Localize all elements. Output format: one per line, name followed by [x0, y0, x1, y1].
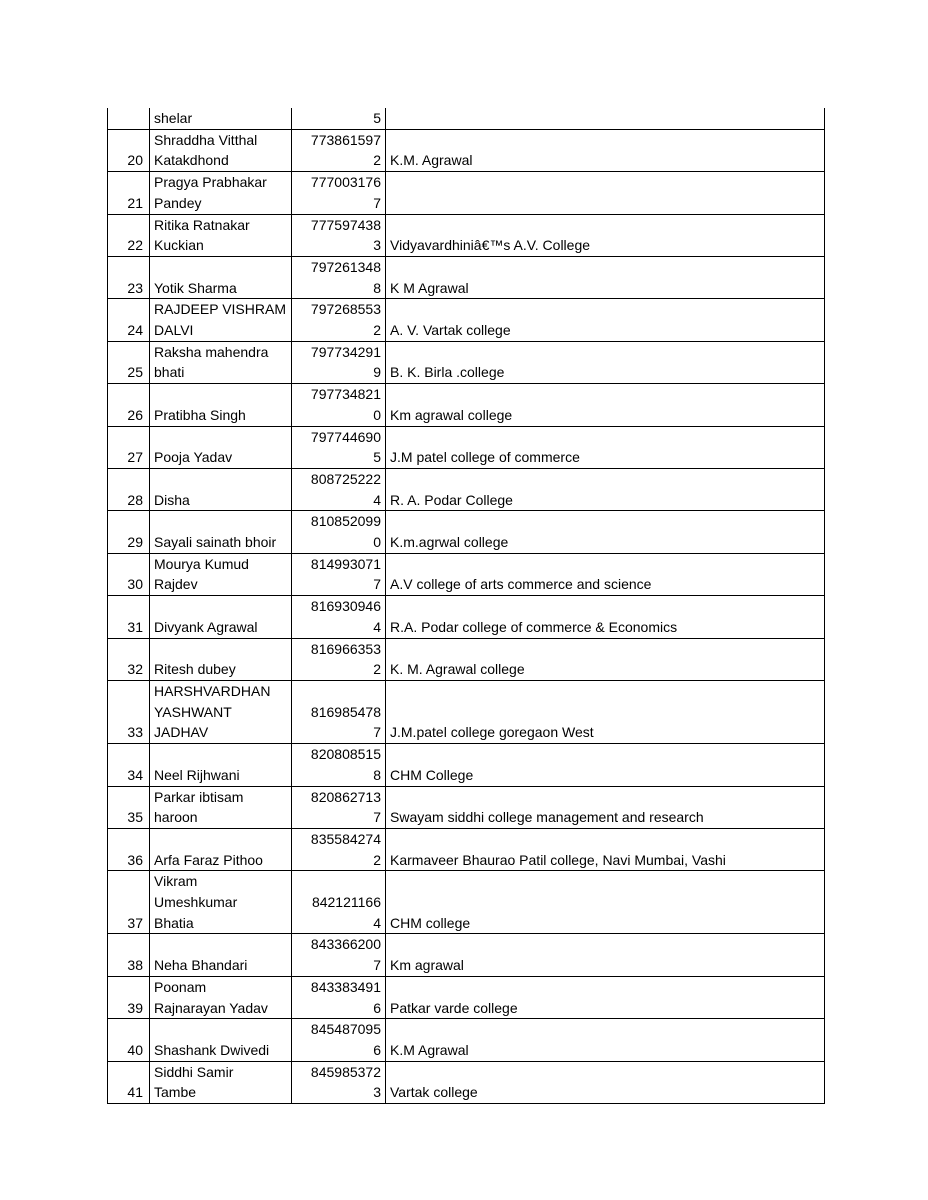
phone-line: 777003176: [310, 174, 381, 191]
college-cell: Km agrawal college: [386, 384, 825, 426]
phone-line: 2: [373, 661, 381, 678]
table-row: [108, 256, 825, 298]
phone-cell: [292, 976, 386, 1018]
name-line: Poonam: [154, 978, 207, 995]
phone-line: 4: [373, 618, 381, 635]
name-cell: [150, 256, 292, 298]
row-number-cell: 33: [108, 680, 150, 743]
phone-cell: [292, 426, 386, 468]
college-cell: K M Agrawal: [386, 256, 825, 298]
name-cell: [150, 511, 292, 553]
table-row: [108, 426, 825, 468]
phone-cell: [292, 1019, 386, 1061]
name-line: RAJDEEP VISHRAM: [154, 301, 286, 318]
table-row: [108, 680, 825, 743]
row-number-cell: 26: [108, 384, 150, 426]
phone-cell: [292, 384, 386, 426]
row-number-cell: 39: [108, 976, 150, 1018]
phone-cell: [292, 172, 386, 214]
phone-line: 5: [373, 110, 381, 126]
table-row: [108, 553, 825, 595]
phone-line: 843383491: [310, 978, 381, 995]
row-number-cell: 29: [108, 511, 150, 553]
table-row: [108, 976, 825, 1018]
name-line: Rajdev: [154, 576, 198, 593]
phone-line: 797268553: [310, 301, 381, 318]
phone-line: 845985372: [310, 1063, 381, 1080]
name-line: shelar: [154, 110, 193, 126]
phone-cell: [292, 341, 386, 383]
row-number-cell: 30: [108, 553, 150, 595]
phone-line: 8: [373, 279, 381, 296]
name-cell: [150, 214, 292, 256]
phone-line: 2: [373, 152, 381, 169]
college-cell: K.M. Agrawal: [386, 129, 825, 171]
name-line: Arfa Faraz Pithoo: [154, 851, 263, 868]
phone-line: 797261348: [310, 258, 381, 275]
name-line: Mourya Kumud: [154, 555, 249, 572]
phone-line: 4: [373, 914, 381, 931]
row-number-cell: 32: [108, 638, 150, 680]
phone-cell: [292, 1061, 386, 1103]
row-number-cell: 25: [108, 341, 150, 383]
name-cell: [150, 680, 292, 743]
phone-line: 797744690: [310, 428, 381, 445]
phone-line: 808725222: [310, 470, 381, 487]
name-cell: [150, 828, 292, 870]
table-row: [108, 384, 825, 426]
name-line: Tambe: [154, 1084, 197, 1101]
name-cell: [150, 341, 292, 383]
table-row: [108, 1061, 825, 1103]
row-number-cell: 22: [108, 214, 150, 256]
name-line: Yotik Sharma: [154, 279, 237, 296]
phone-line: 7: [373, 809, 381, 826]
college-cell: Km agrawal: [386, 934, 825, 976]
name-cell: [150, 976, 292, 1018]
phone-line: 3: [373, 237, 381, 254]
phone-line: 0: [373, 534, 381, 551]
phone-cell: [292, 744, 386, 786]
college-cell: K.m.agrwal college: [386, 511, 825, 553]
row-number-cell: 36: [108, 828, 150, 870]
name-cell: [150, 468, 292, 510]
name-cell: [150, 934, 292, 976]
name-line: YASHWANT: [154, 703, 232, 720]
phone-cell: [292, 214, 386, 256]
phone-line: 4: [373, 491, 381, 508]
phone-line: 816966353: [310, 640, 381, 657]
phone-cell: [292, 871, 386, 934]
name-line: Ritika Ratnakar: [154, 216, 250, 233]
table-row: [108, 786, 825, 828]
row-number-cell: 35: [108, 786, 150, 828]
phone-line: 6: [373, 1041, 381, 1058]
phone-cell: [292, 596, 386, 638]
table-row: [108, 341, 825, 383]
name-line: Sayali sainath bhoir: [154, 534, 277, 551]
table-row: [108, 828, 825, 870]
row-number-cell: 20: [108, 129, 150, 171]
phone-line: 773861597: [310, 131, 381, 148]
table-row: [108, 214, 825, 256]
phone-line: 820808515: [310, 746, 381, 763]
phone-line: 2: [373, 851, 381, 868]
college-cell: A.V college of arts commerce and science: [386, 553, 825, 595]
phone-cell: [292, 553, 386, 595]
name-line: Pratibha Singh: [154, 406, 246, 423]
phone-line: 7: [373, 957, 381, 974]
table-row: [108, 299, 825, 341]
phone-line: 842121166: [311, 894, 381, 911]
table-row: [108, 596, 825, 638]
phone-line: 7: [373, 724, 381, 741]
name-line: Umeshkumar: [154, 894, 238, 911]
phone-line: 7: [373, 194, 381, 211]
row-number-cell: 31: [108, 596, 150, 638]
college-cell: R.A. Podar college of commerce & Economics: [386, 596, 825, 638]
row-number-cell: 23: [108, 256, 150, 298]
name-cell: [150, 596, 292, 638]
name-cell: [150, 172, 292, 214]
college-cell: J.M patel college of commerce: [386, 426, 825, 468]
phone-line: 797734821: [310, 386, 381, 403]
phone-line: 810852099: [310, 513, 381, 530]
phone-line: 7: [373, 576, 381, 593]
college-cell: A. V. Vartak college: [386, 299, 825, 341]
phone-line: 816985478: [310, 703, 381, 720]
name-cell: [150, 553, 292, 595]
row-number-cell: 28: [108, 468, 150, 510]
college-cell: B. K. Birla .college: [386, 341, 825, 383]
table-row: [108, 638, 825, 680]
table-row: [108, 1019, 825, 1061]
college-cell: CHM College: [386, 744, 825, 786]
name-line: DALVI: [154, 322, 194, 339]
name-line: Bhatia: [154, 914, 194, 931]
phone-cell: [292, 108, 386, 129]
phone-line: 845487095: [310, 1021, 381, 1038]
college-cell: K.M Agrawal: [386, 1019, 825, 1061]
name-line: Parkar ibtisam: [154, 788, 244, 805]
name-line: Neha Bhandari: [154, 957, 248, 974]
row-number-cell: [108, 108, 150, 129]
table-row: [108, 744, 825, 786]
name-cell: [150, 744, 292, 786]
name-line: Raksha mahendra: [154, 343, 269, 360]
table-row: [108, 934, 825, 976]
phone-cell: [292, 828, 386, 870]
phone-cell: [292, 638, 386, 680]
college-cell: CHM college: [386, 871, 825, 934]
phone-line: 6: [373, 999, 381, 1016]
phone-cell: [292, 680, 386, 743]
row-number-cell: 37: [108, 871, 150, 934]
phone-cell: [292, 256, 386, 298]
college-cell: [386, 108, 825, 129]
name-line: HARSHVARDHAN: [154, 682, 271, 699]
name-line: Pandey: [154, 194, 202, 211]
table-row: [108, 108, 825, 129]
name-cell: [150, 786, 292, 828]
name-cell: [150, 108, 292, 129]
college-cell: Swayam siddhi college management and research: [386, 786, 825, 828]
name-line: haroon: [154, 809, 198, 826]
college-cell: K. M. Agrawal college: [386, 638, 825, 680]
phone-line: 820862713: [310, 788, 381, 805]
name-cell: [150, 299, 292, 341]
phone-cell: [292, 468, 386, 510]
phone-line: 8: [373, 766, 381, 783]
name-line: Ritesh dubey: [154, 661, 236, 678]
name-line: Neel Rijhwani: [154, 766, 240, 783]
table-row: [108, 511, 825, 553]
table-row: [108, 129, 825, 171]
name-cell: [150, 384, 292, 426]
phone-line: 835584274: [310, 830, 381, 847]
name-line: bhati: [154, 364, 185, 381]
row-number-cell: 21: [108, 172, 150, 214]
phone-line: 0: [373, 406, 381, 423]
row-number-cell: 41: [108, 1061, 150, 1103]
college-cell: R. A. Podar College: [386, 468, 825, 510]
name-line: Shraddha Vitthal: [154, 131, 258, 148]
phone-cell: [292, 934, 386, 976]
participants-table-body: [108, 108, 825, 1104]
phone-line: 5: [373, 449, 381, 466]
phone-line: 814993071: [310, 555, 381, 572]
table-row: [108, 468, 825, 510]
college-cell: [386, 172, 825, 214]
name-line: Disha: [154, 491, 190, 508]
college-cell: Patkar varde college: [386, 976, 825, 1018]
phone-line: 843366200: [310, 936, 381, 953]
name-line: Divyank Agrawal: [154, 618, 258, 635]
name-cell: [150, 1061, 292, 1103]
phone-cell: [292, 299, 386, 341]
row-number-cell: 38: [108, 934, 150, 976]
phone-line: 816930946: [310, 598, 381, 615]
name-line: Vikram: [154, 873, 198, 890]
row-number-cell: 40: [108, 1019, 150, 1061]
college-cell: Vidyavardhiniâ€™s A.V. College: [386, 214, 825, 256]
name-cell: [150, 129, 292, 171]
college-cell: Vartak college: [386, 1061, 825, 1103]
name-line: Pooja Yadav: [154, 449, 233, 466]
phone-line: 797734291: [310, 343, 381, 360]
row-number-cell: 34: [108, 744, 150, 786]
participants-table: [107, 108, 825, 1104]
name-line: Siddhi Samir: [154, 1063, 234, 1080]
phone-cell: [292, 511, 386, 553]
phone-line: 9: [373, 364, 381, 381]
name-line: Pragya Prabhakar: [154, 174, 267, 191]
row-number-cell: 27: [108, 426, 150, 468]
name-cell: [150, 1019, 292, 1061]
name-line: Kuckian: [154, 237, 204, 254]
table-row: [108, 172, 825, 214]
name-cell: [150, 871, 292, 934]
phone-cell: [292, 786, 386, 828]
college-cell: Karmaveer Bhaurao Patil college, Navi Mumbai, Vashi: [386, 828, 825, 870]
phone-line: 2: [373, 322, 381, 339]
phone-cell: [292, 129, 386, 171]
phone-line: 3: [373, 1084, 381, 1101]
phone-line: 777597438: [310, 216, 381, 233]
table-row: [108, 871, 825, 934]
name-line: Rajnarayan Yadav: [154, 999, 268, 1016]
college-cell: J.M.patel college goregaon West: [386, 680, 825, 743]
row-number-cell: 24: [108, 299, 150, 341]
name-cell: [150, 426, 292, 468]
name-cell: [150, 638, 292, 680]
name-line: Shashank Dwivedi: [154, 1041, 270, 1058]
name-line: Katakdhond: [154, 152, 229, 169]
name-line: JADHAV: [154, 724, 209, 741]
